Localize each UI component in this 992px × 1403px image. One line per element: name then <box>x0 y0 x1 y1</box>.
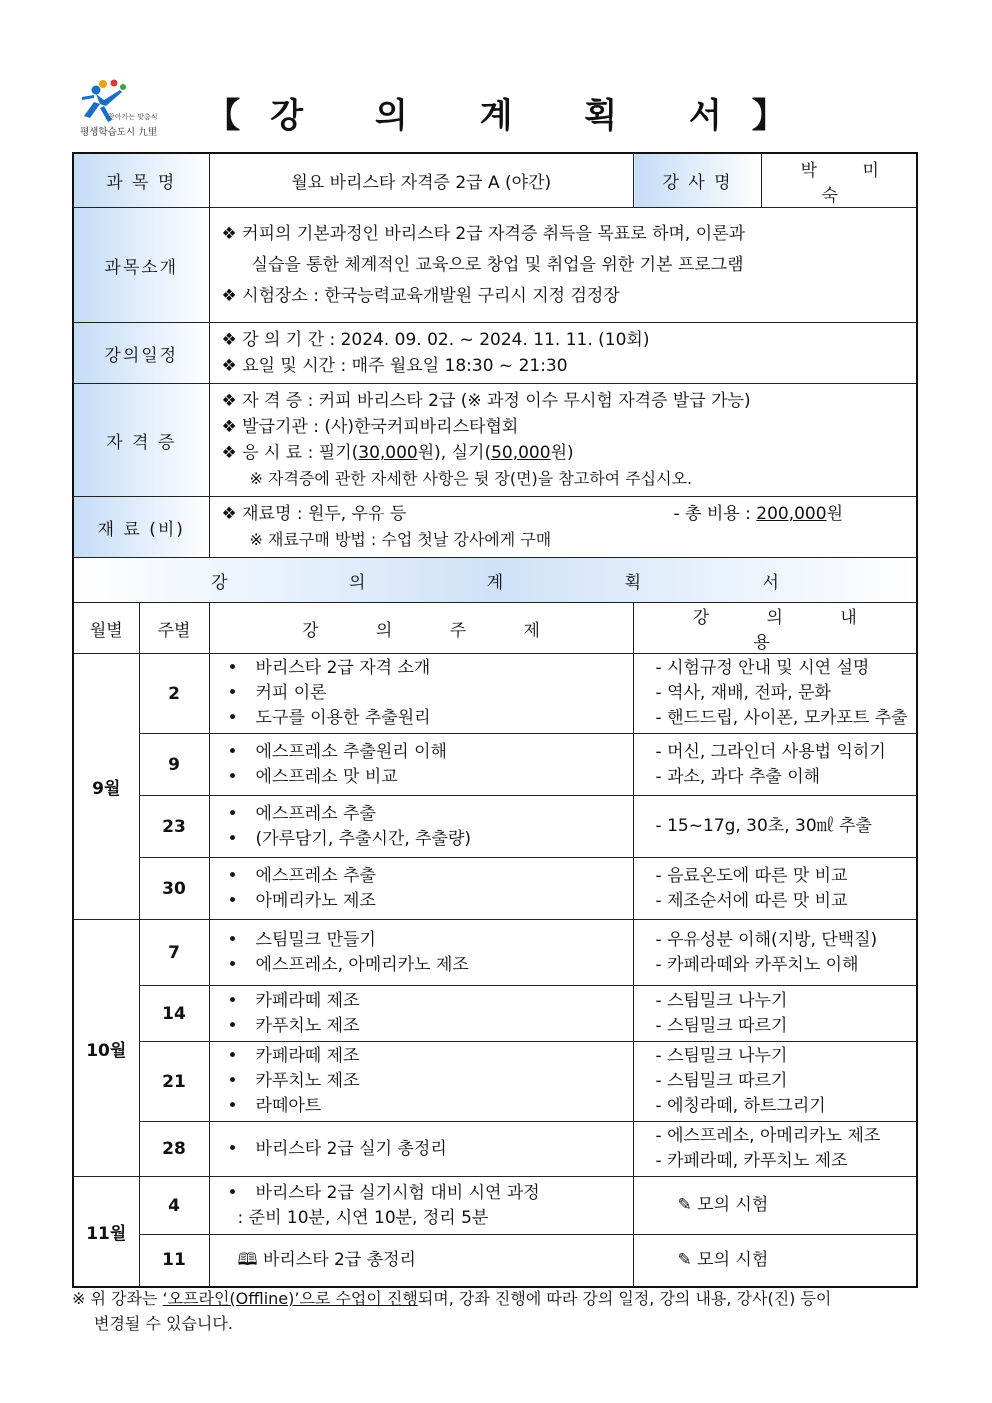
topic-item: • 에스프레소 추출 <box>224 802 619 827</box>
topic-cell <box>209 1122 633 1177</box>
content-item: - 우유성분 이해(지방, 단백질) <box>648 928 903 953</box>
schedule-label: 강의일정 <box>73 323 209 384</box>
content-item: - 제조순서에 따른 맛 비교 <box>648 889 903 914</box>
page-title: 【강 의 계 획 서】 <box>206 96 816 136</box>
subject-name: 월요 바리스타 자격증 2급 A (야간) <box>210 154 634 207</box>
topic-item: • 바리스타 2급 자격 소개 <box>224 656 619 681</box>
topic-item: • 도구를 이용한 추출원리 <box>224 706 619 731</box>
mock-exam-memo: ✎ 모의 시험 <box>677 1249 769 1270</box>
footnote-line: 변경될 수 있습니다. <box>94 1314 233 1333</box>
fee-written: 30,000 <box>358 443 418 463</box>
topic-cell <box>209 654 633 734</box>
week-number: 2 <box>139 654 209 734</box>
book-topic: 🕮 바리스타 2급 총정리 <box>237 1249 416 1270</box>
content-cell <box>633 734 917 796</box>
week-number: 30 <box>139 858 209 920</box>
logo-city-name: 평생학습도시 九里 <box>80 127 158 138</box>
topic-item: • 카페라떼 제조 <box>224 989 619 1014</box>
topic-cell <box>209 1235 633 1287</box>
content-item: - 카페라떼와 카푸치노 이해 <box>648 953 903 978</box>
content-cell <box>633 796 917 858</box>
week-number: 28 <box>139 1122 209 1177</box>
license-label: 자 격 증 <box>73 384 209 497</box>
week-number: 14 <box>139 986 209 1042</box>
month-oct: 10월 <box>73 920 139 1177</box>
logo-slogan: 찾아가는 맞춤식 <box>108 113 158 121</box>
fee-suffix: 원) <box>550 443 574 463</box>
topic-item: • 아메리카노 제조 <box>224 889 619 914</box>
month-sep: 9월 <box>73 654 139 920</box>
col-month: 월별 <box>73 603 139 654</box>
course-plan-table <box>72 152 918 1288</box>
content-cell <box>633 858 917 920</box>
content-cell <box>633 1042 917 1122</box>
total-suffix: 원 <box>826 504 844 524</box>
footnote <box>72 1286 916 1336</box>
schedule-time: ❖ 요일 및 시간 : 매주 월요일 18:30 ~ 21:30 <box>221 356 568 376</box>
week-number: 7 <box>139 920 209 986</box>
content-cell <box>633 654 917 734</box>
subject-label: 과 목 명 <box>73 153 209 208</box>
content-item: - 스팀밀크 따르기 <box>648 1069 903 1094</box>
topic-item: • 에스프레소, 아메리카노 제조 <box>224 953 619 978</box>
content-cell <box>633 1122 917 1177</box>
teacher-name: 박 미 숙 <box>800 160 899 206</box>
topic-item: • 에스프레소 추출원리 이해 <box>224 740 619 765</box>
schedule-text <box>209 323 917 384</box>
intro-label: 과목소개 <box>73 208 209 323</box>
week-number: 23 <box>139 796 209 858</box>
topic-item: • 에스프레소 맛 비교 <box>224 765 619 790</box>
topic-item: • 카푸치노 제조 <box>224 1069 619 1094</box>
intro-line: ❖ 시험장소 : 한국능력교육개발원 구리시 지정 검정장 <box>221 285 620 306</box>
license-text <box>209 384 917 497</box>
plan-header: 강 의 계 획 서 <box>73 558 917 603</box>
schedule-period: ❖ 강 의 기 간 : 2024. 09. 02. ~ 2024. 11. 11. (10회) <box>221 330 650 350</box>
intro-line: 실습을 통한 체계적인 교육으로 창업 및 취업을 위한 기본 프로그램 <box>251 254 744 275</box>
topic-cell <box>209 1177 633 1235</box>
topic-cell <box>209 796 633 858</box>
content-item: - 카페라떼, 카푸치노 제조 <box>648 1149 903 1174</box>
fee-practical: 50,000 <box>491 443 551 463</box>
topic-item: • 바리스타 2급 실기 총정리 <box>224 1137 619 1162</box>
content-cell <box>633 1235 917 1287</box>
col-content: 강 의 내 용 <box>633 603 917 654</box>
topic-cell <box>209 858 633 920</box>
content-item: - 에칭라떼, 하트그리기 <box>648 1094 903 1119</box>
content-item: - 15~17g, 30초, 30㎖ 추출 <box>648 814 903 839</box>
content-item: - 스팀밀크 따르기 <box>648 1014 903 1039</box>
topic-item: • 커피 이론 <box>224 681 619 706</box>
intro-text <box>209 208 917 323</box>
topic-item: • 카푸치노 제조 <box>224 1014 619 1039</box>
content-item: - 머신, 그라인더 사용법 익히기 <box>648 740 903 765</box>
intro-line: ❖ 커피의 기본과정인 바리스타 2급 자격증 취득을 목표로 하며, 이론과 <box>221 223 746 244</box>
topic-detail: : 준비 10분, 시연 10분, 정리 5분 <box>237 1207 489 1228</box>
materials-text <box>209 497 917 558</box>
topic-item: • 스팀밀크 만들기 <box>224 928 619 953</box>
total-prefix: - 총 비용 : <box>673 504 757 524</box>
materials-total <box>674 501 844 527</box>
content-item: - 스팀밀크 나누기 <box>648 1044 903 1069</box>
total-amount: 200,000 <box>756 504 827 524</box>
topic-item: • (가루담기, 추출시간, 추출량) <box>224 827 619 852</box>
topic-cell <box>209 986 633 1042</box>
license-fee-line <box>222 440 905 466</box>
content-item: - 스팀밀크 나누기 <box>648 989 903 1014</box>
content-item: - 역사, 재배, 전파, 문화 <box>648 681 903 706</box>
footnote-line <box>72 1286 916 1311</box>
content-cell <box>633 1177 917 1235</box>
col-topic: 강 의 주 제 <box>209 603 633 654</box>
content-item: - 음료온도에 따른 맛 비교 <box>648 864 903 889</box>
content-item: - 과소, 과다 추출 이해 <box>648 765 903 790</box>
materials-label: 재 료 (비) <box>73 497 209 558</box>
week-number: 4 <box>139 1177 209 1235</box>
topic-cell <box>209 1042 633 1122</box>
fee-mid: 원), 실기( <box>417 443 492 463</box>
fee-prefix: ❖ 응 시 료 : 필기( <box>221 443 359 463</box>
topic-item: • 라떼아트 <box>224 1094 619 1119</box>
footnote-suffix: 되며, 강좌 진행에 따라 강의 일정, 강의 내용, 강사(진) 등이 <box>417 1289 832 1308</box>
teacher-label: 강 사 명 <box>634 154 762 207</box>
license-line: ❖ 자 격 증 : 커피 바리스타 2급 (※ 과정 이수 무시험 자격증 발급 가능) <box>221 391 751 411</box>
topic-item: • 카페라떼 제조 <box>224 1044 619 1069</box>
week-number: 9 <box>139 734 209 796</box>
content-item: - 핸드드립, 사이폰, 모카포트 추출 <box>648 706 903 731</box>
col-week: 주별 <box>139 603 209 654</box>
materials-line <box>222 501 905 527</box>
license-line: ❖ 발급기관 : (사)한국커피바리스타협회 <box>221 417 519 437</box>
materials-items: ❖ 재료명 : 원두, 우유 등 <box>221 504 407 524</box>
topic-item: • 바리스타 2급 실기시험 대비 시연 과정 <box>224 1181 619 1206</box>
license-note: ※ 자격증에 관한 자세한 사항은 뒷 장(면)을 참고하여 주십시오. <box>249 469 693 488</box>
week-number: 21 <box>139 1042 209 1122</box>
month-nov: 11월 <box>73 1177 139 1287</box>
mock-exam-memo: ✎ 모의 시험 <box>677 1195 769 1215</box>
topic-cell <box>209 920 633 986</box>
week-number: 11 <box>139 1235 209 1287</box>
content-cell <box>633 986 917 1042</box>
topic-item: • 에스프레소 추출 <box>224 864 619 889</box>
materials-note: ※ 재료구매 방법 : 수업 첫날 강사에게 구매 <box>249 530 552 549</box>
content-item: - 에스프레소, 아메리카노 제조 <box>648 1124 903 1149</box>
topic-cell <box>209 734 633 796</box>
footnote-prefix: ※ 위 강좌는 <box>72 1289 163 1308</box>
content-cell <box>633 920 917 986</box>
footnote-offline: ‘오프라인(Offline)’으로 수업이 진행 <box>162 1289 418 1308</box>
content-item: - 시험규정 안내 및 시연 설명 <box>648 656 903 681</box>
